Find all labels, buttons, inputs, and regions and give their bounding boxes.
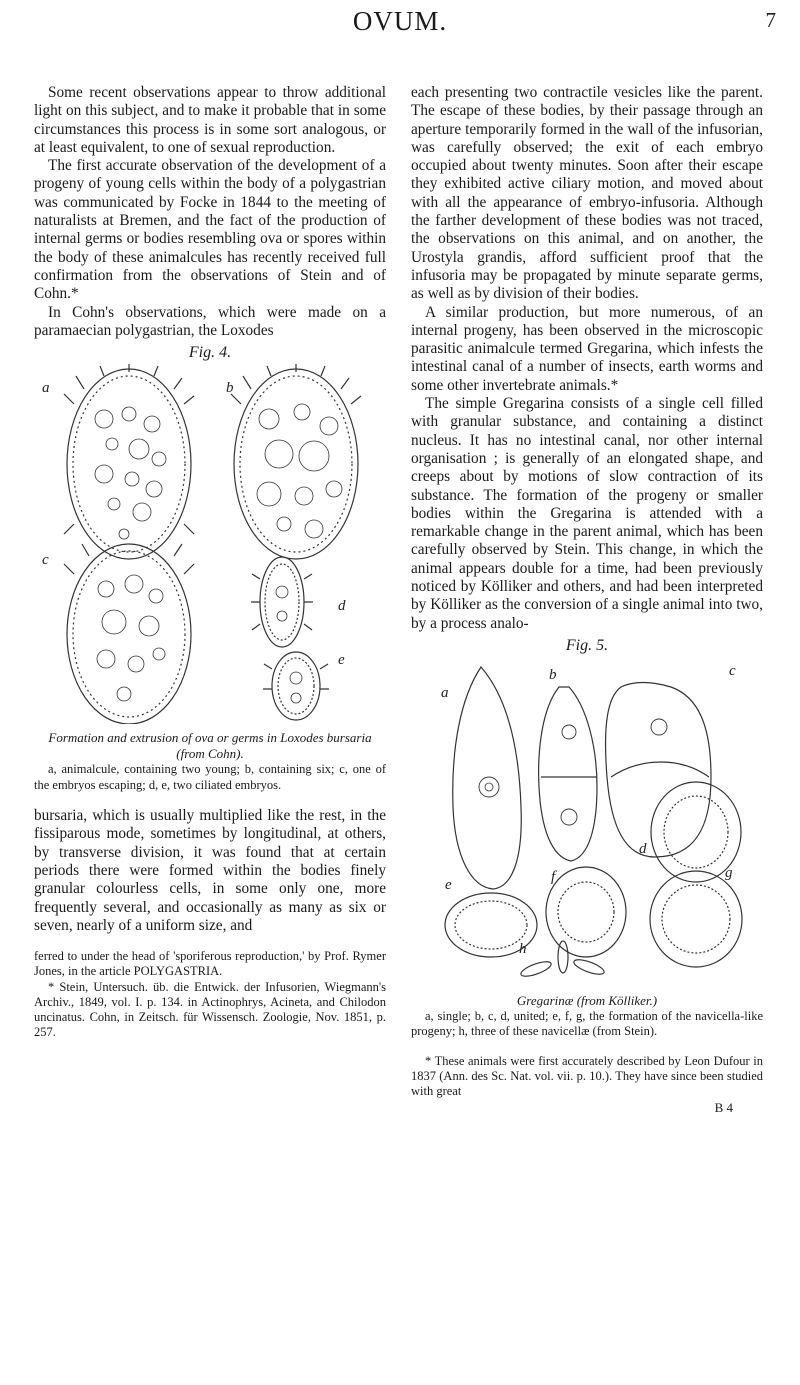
- footnote: ferred to under the head of 'sporiferous reproduction,' by Prof. Rymer Jones, in the article POLYGASTRIA.: [34, 949, 386, 979]
- figure-5-gregarinae-illustration: [411, 657, 763, 987]
- figure-letter-e: e: [445, 876, 452, 893]
- figure-4-loxodes-illustration: [34, 364, 386, 724]
- paragraph: Some recent observations appear to throw additional light on this subject, and to make it probable that in some circumstances this process is in some sort analogous, or at least equivalent, to one of sexual reproduction.: [34, 84, 386, 156]
- signature-mark: B 4: [714, 1099, 733, 1115]
- figure-letter-c: c: [42, 552, 49, 569]
- paragraph: The first accurate observation of the development of a progeny of young cells within the body of a polygastrian was communicated by Focke in 1844 to the meeting of naturalists at Bremen, and the fact of the production of internal germs or bodies resembling ova or spores within the body of these animalcules has recently received full confirmation from the observations of Stein and of Cohn.*: [34, 157, 386, 303]
- figure-letter-b: b: [226, 380, 234, 397]
- figure-letter-c: c: [729, 662, 736, 679]
- figure-letter-d: d: [639, 840, 647, 857]
- figure-letter-a: a: [42, 380, 50, 397]
- figure-loxodes-a: [64, 364, 194, 559]
- paragraph: each presenting two contractile vesicles like the parent. The escape of these bodies, by their passage through an aperture temporarily formed in the wall of the infusorian, was carefully observed; the exit of each embryo occupied about twenty minutes. Soon after their escape they exhibited active ciliary motion, and moved about with all the appearance of embryo-infusoria. Although the farther development of these bodies was not traced, the observations on this animal, and on another, the Urostyla grandis, afford sufficient proof that the infusoria may be propagated by minute separate germs, as well as by division of their bodies.: [411, 84, 763, 303]
- paragraph: In Cohn's observations, which were made on a paramaecian polygastrian, the Loxodes: [34, 303, 386, 339]
- page-header: [0, 6, 800, 40]
- right-column: [411, 84, 763, 1116]
- figure-label: Fig. 4.: [188, 344, 232, 362]
- paragraph: The simple Gregarina consists of a single cell filled with granular substance, and containing a distinct nucleus. It has no intestinal canal, nor other internal organisation ; is generally of an elongated shape, and creeps about by motions of slow contraction of its substance. The formation of the progeny or smaller bodies within the Gregarina is attended with a remarkable change in the parent animal, which has been carefully observed by Stein. This change, in which the animal appears double for a time, had been previously noticed by Kölliker and others, and had been interpreted by Kölliker as the conversion of a single animal into two, by a process analo-: [411, 395, 763, 632]
- figure-letter-d: d: [338, 598, 346, 615]
- figure-loxodes-c: [64, 544, 194, 724]
- footnote: * These animals were first accurately described by Leon Dufour in 1837 (Ann. des Sc. Nat. vol. vii. p. 10.). They have since been studied with great: [411, 1053, 763, 1099]
- figure-caption: a, animalcule, containing two young; b, containing six; c, one of the embryos escaping; d, e, two ciliated embryos.: [34, 762, 386, 792]
- figure-embryo-d: [251, 557, 313, 647]
- footnote: * Stein, Untersuch. üb. die Entwick. der Infusorien, Wiegmann's Archiv., 1849, vol. I. p. 134. in Actinophrys, Acineta, and Chilodon uncinatus. Cohn, in Zeitsch. für Wissensch. Zoologie, Nov. 1851, p. 257.: [34, 979, 386, 1040]
- figure-embryo-e: [263, 652, 329, 720]
- figure-gregarina-b: [539, 687, 597, 861]
- figure-gregarina-g: [650, 871, 742, 967]
- figure-letter-h: h: [519, 940, 527, 957]
- figure-caption: a, single; b, c, d, united; e, f, g, the formation of the navicella-like progeny; h, three of these navicellæ (from Stein).: [411, 1008, 763, 1039]
- figure-label: Fig. 5.: [565, 636, 609, 654]
- paragraph: A similar production, but more numerous, of an internal progeny, has been observed in the microscopic parasitic animalcule termed Gregarina, which infests the intestinal canal of a number of insects, earth worms and some other invertebrate animals.*: [411, 303, 763, 394]
- figure-loxodes-b: [231, 364, 361, 559]
- figure-letter-b: b: [549, 666, 557, 683]
- figure-navicellae-h: [519, 941, 605, 979]
- figure-letter-f: f: [551, 868, 556, 885]
- figure-gregarina-c: [606, 682, 711, 857]
- figure-letter-a: a: [441, 684, 449, 701]
- figure-gregarina-a: [453, 667, 522, 889]
- figure-letter-g: g: [725, 864, 733, 881]
- running-title: OVUM.: [352, 6, 448, 36]
- page-number: 7: [765, 8, 776, 32]
- left-column: [34, 84, 386, 1040]
- figure-caption-title: Formation and extrusion of ova or germs in Loxodes bursaria (from Cohn).: [48, 730, 372, 762]
- figure-gregarina-f: [546, 867, 626, 957]
- paragraph: bursaria, which is usually multiplied like the rest, in the fissiparous mode, sometimes by longitudinal, at others, by transverse division, it was found that at certain periods there were formed within the bodies finely granular colourless cells, in some only one, more frequently several, and occasionally as many as six or seven, nearly of a uniform size, and: [34, 807, 386, 934]
- figure-caption-title: Gregarinæ (from Kölliker.): [516, 992, 658, 1008]
- figure-letter-e: e: [338, 652, 345, 669]
